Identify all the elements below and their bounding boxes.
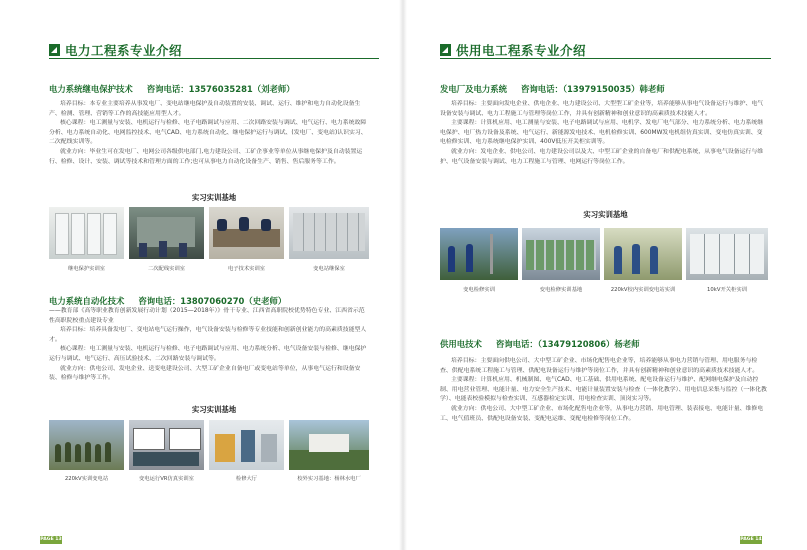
photo-caption: 10kV开关柜实训 xyxy=(707,287,747,293)
substation-maintenance-photo xyxy=(440,228,518,280)
photo-caption: 电子技术实训室 xyxy=(227,266,266,272)
right-section-title: 供用电工程系专业介绍 xyxy=(456,43,587,58)
auto-major-name: 电力系统自动化技术 xyxy=(49,296,125,306)
photo-caption: 220kV校内实训变电站实训 xyxy=(610,287,676,293)
page-number-right: PAGE 14 xyxy=(740,537,762,542)
plant-paragraph: 主要课程：计算机应用、电工测量与安装、电子电路调试与应用、电机学、发电厂电气部分、电力系统分析、电力系统继电保护、电厂热力设备及系统、电气运行、新能源发电技术、电机检修实训、600MW发电机组仿真实训、变电仿真实训、变电检修实训、电力系统继电保护实训、400V低压开关柜实训等。 xyxy=(440,120,764,146)
photo-caption: 变电检修实训基地 xyxy=(539,287,583,293)
leaf-icon xyxy=(440,44,451,56)
campus-substation-photo xyxy=(604,228,682,280)
switchgear-photo xyxy=(686,228,768,280)
auto-paragraph: 核心课程：电工测量与安装、电机运行与检修、电子电路调试与应用、电力系统分析、电气设备安装与检修、继电保护运行与调试、电气运行、高压试验技术、二次回路安装与调试等。 xyxy=(49,346,367,362)
relay-major-phone: 咨询电话：13576035281（刘老师） xyxy=(146,84,295,94)
left-section-title: 电力工程系专业介绍 xyxy=(65,43,183,58)
relay-paragraph: 培养目标：本专业主要培养从事发电厂、变电站继电保护及自动装置的安装、调试、运行、维护和电力自动化设备生产、检测、管理、营销等工作的高技能应用型人才。 xyxy=(49,101,361,117)
supply-major-name: 供用电技术 xyxy=(440,339,482,349)
right-section-divider xyxy=(440,58,771,59)
maintenance-base-photo xyxy=(522,228,600,280)
page-number-left: PAGE 13 xyxy=(40,537,62,542)
left-section-header xyxy=(49,41,182,59)
auto-base-title: 实习实训基地 xyxy=(191,405,237,414)
plant-major-text xyxy=(440,100,768,167)
supply-paragraph: 主要课程：计算机应用、机械制图、电气CAD、电工基础、供用电系统、配电设备运行与维护、配网继电保护及自动控制、用电营业管理、电能计量、电力安全生产技术、电能计量装置安装与检查（一体化教学）、用电信息采集与监控（一体化教学）、电能表校验模拟与检查实训、互感器检定实训、用电检查实训、顶岗实习等。 xyxy=(440,377,767,403)
supply-major-heading xyxy=(440,338,640,350)
wiring-lab-photo xyxy=(129,207,204,259)
auto-major-heading xyxy=(49,295,286,307)
maintenance-hall-photo xyxy=(209,420,284,470)
plant-major-name: 发电厂及电力系统 xyxy=(440,84,507,94)
supply-major-phone: 咨询电话：（13479120806）杨老师 xyxy=(495,339,640,349)
left-section-divider xyxy=(49,58,379,59)
photo-caption: 继电保护实训室 xyxy=(67,266,106,272)
plant-paragraph: 培养目标：主要面向发电企业、供电企业、电力建设公司、大型型工矿企业等，培养能够从事电气设备运行与维护、电气设备安装与调试、电力工程施工与管理等岗位工作，并具有创新精神和创业意识的高素质技术技能人才。 xyxy=(440,101,764,117)
right-page xyxy=(404,0,807,550)
photo-caption: 220kV实训变电站 xyxy=(64,476,109,482)
relay-paragraph: 核心课程：电工测量与安装、电机运行与检修、电子电路调试与应用、二次回路安装与调试、电气运行、电力系统故障分析、电力系统自动化、电网监控技术、电气CAD、电力系统自动化、继电保护运行与调试、(发电厂、变电站)认识实习、二次配线实训等。 xyxy=(49,120,367,146)
relay-major-name: 电力系统继电保护技术 xyxy=(49,84,133,94)
leaf-icon xyxy=(49,44,60,56)
photo-caption: 变电运行VR仿真实训室 xyxy=(139,476,194,482)
right-section-header xyxy=(440,41,586,59)
plant-major-heading xyxy=(440,83,665,95)
plant-major-phone: 咨询电话：（13979150035）韩老师 xyxy=(521,84,665,94)
training-substation-photo xyxy=(49,420,124,470)
plant-paragraph: 就业方向：发电企业、供电公司、电力建设公司以及大、中型工矿企业的自备电厂和供配电系统，从事电气设备运行与维护、电气设备安装与调试、电力工程施工与管理、电网运行等岗位工作。 xyxy=(440,148,764,165)
relay-major-text xyxy=(49,100,369,167)
supply-major-text xyxy=(440,357,768,424)
plant-base-title: 实习实训基地 xyxy=(583,210,628,219)
photo-caption: 检修大厅 xyxy=(235,476,258,482)
relay-base-title: 实习实训基地 xyxy=(191,193,237,202)
auto-major-phone: 咨询电话：13807060270（史老师） xyxy=(138,296,287,306)
photo-caption: 二次配线实训室 xyxy=(147,266,186,272)
relay-major-heading xyxy=(49,83,295,95)
relay-lab-photo xyxy=(49,207,124,259)
photo-caption: 校外实习基地：杨林水电厂 xyxy=(297,476,361,482)
auto-paragraph: 培养目标：培养具备发电厂、变电站电气运行操作，电气设备安装与检修等专业技能和创新创业能力的高素质技能型人才。 xyxy=(49,327,367,343)
auto-paragraph: 就业方向：供电公司、发电企业、送变电建设公司、大型工矿企业自备电厂或变电站等单位，从事电气运行和设备安装、检修与维护等工作。 xyxy=(49,365,361,382)
left-page xyxy=(0,0,400,550)
vr-lab-photo xyxy=(129,420,204,470)
relay-paragraph: 就业方向：毕业生可在发电厂、电网公司各级供电部门,电力建设公司、工矿企事业等单位从事继电保护及自动装置运行、检修、设计、安装、调试等技术和管理方面的工作;也可从事电力自动化设备生产、销售、售后服务等工作。 xyxy=(49,148,363,165)
supply-paragraph: 就业方向：供电公司、大中型工矿企业、市场化配售电企业等，从事电力营销、用电管理、装表接电、电能计量、维修电工、电气值班员、供配电设备安装、变配电运维、变配电检修等岗位工作。 xyxy=(440,405,764,422)
photo-caption: 变电站继保室 xyxy=(313,266,345,272)
photo-caption: 变电检修实训 xyxy=(463,287,495,293)
auto-major-note: ——教育部《高等职业教育创新发展行动计划（2015—2018年）》骨干专业、江西省高职院校优势特色专业、江西省示范性高职院校重点建设专业 xyxy=(49,308,365,324)
hydropower-plant-photo xyxy=(289,420,369,470)
supply-paragraph: 培养目标：主要面向供电公司、大中型工矿企业、市场化配售电企业等，培养能够从事电力营销与管理、用电服务与检查、供配电系统工程施工与管理、供配电设备运行与维护等岗位工作，并具有创新精神和创业意识的高素质技术技能人才。 xyxy=(440,358,759,374)
auto-major-text xyxy=(49,307,369,384)
electronics-lab-photo xyxy=(209,207,284,259)
substation-relay-room-photo xyxy=(289,207,369,259)
